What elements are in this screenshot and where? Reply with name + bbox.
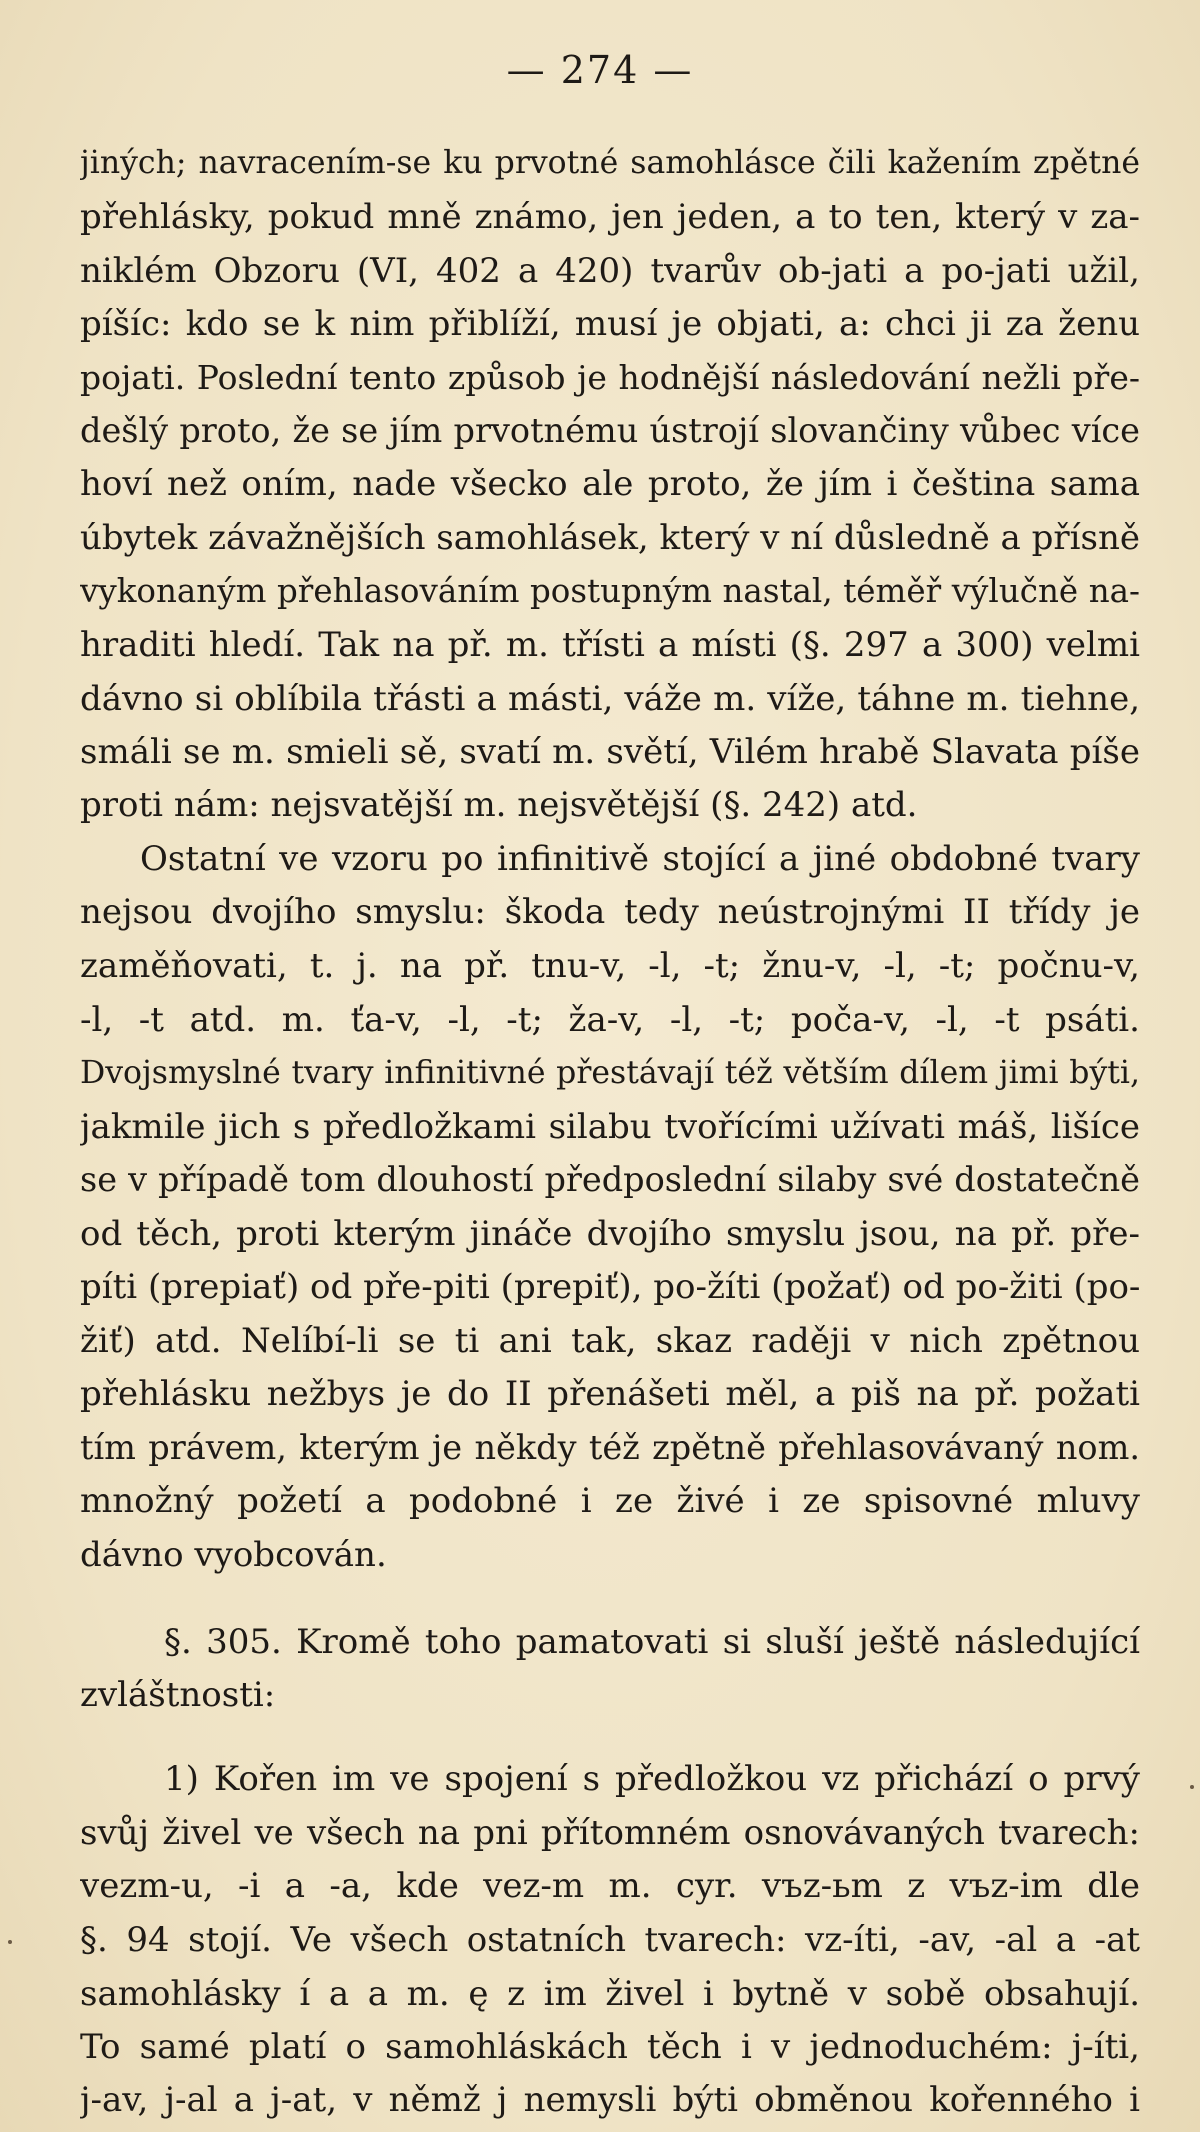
text-line: niklém Obzoru (VI, 402 a 420) tvarův ob-jati a po-jati užil, <box>80 251 1140 291</box>
text-line: j-av, j-al a j-at, v němž j nemysli býti obměnou kořenného i <box>80 2080 1140 2120</box>
text-line: -l, -t atd. m. ťa-v, -l, -t; ža-v, -l, -t; poča-v, -l, -t psáti. <box>80 1000 1140 1040</box>
text-line: smáli se m. smieli sě, svatí m. světí, Vilém hrabě Slavata píše <box>80 732 1140 772</box>
text-line: pojati. Poslední tento způsob je hodnější následování nežli pře- <box>80 358 1140 397</box>
text-line: jiných; navracením-se ku prvotné samohlásce čili kažením zpětné <box>80 145 1140 181</box>
text-line: proti nám: nejsvatější m. nejsvětější (§. 242) atd. <box>80 785 918 825</box>
text-line: To samé platí o samohláskách těch i v jednoduchém: j-íti, <box>80 2027 1140 2067</box>
text-line: vykonaným přehlasováním postupným nastal, téměř výlučně na- <box>80 572 1140 610</box>
text-line: hraditi hledí. Tak na př. m. třísti a místi (§. 297 a 300) velmi <box>80 625 1140 665</box>
text-line: nejsou dvojího smyslu: škoda tedy neústrojnými II třídy je <box>80 892 1140 932</box>
text-line: §. 94 stojí. Ve všech ostatních tvarech: vz-íti, -av, -al a -at <box>80 1920 1140 1960</box>
text-line: jakmile jich s předložkami silabu tvořícími užívati máš, lišíce <box>80 1107 1140 1147</box>
text-line: úbytek závažnějších samohlásek, který v ní důsledně a přísně <box>80 518 1140 558</box>
section-heading-line: §. 305. Kromě toho pamatovati si sluší ještě následující <box>164 1622 1140 1662</box>
text-line: Dvojsmyslné tvary infinitivné přestávají též větším dílem jimi býti, <box>80 1055 1140 1091</box>
text-line: od těch, proti kterým jináče dvojího smyslu jsou, na př. pře- <box>80 1214 1140 1254</box>
text-line: zaměňovati, t. j. na př. tnu-v, -l, -t; žnu-v, -l, -t; počnu-v, <box>80 946 1140 986</box>
text-line: se v případě tom dlouhostí předposlední silaby své dostatečně <box>80 1160 1140 1199</box>
text-line: přehlásky, pokud mně známo, jen jeden, a to ten, který v za- <box>80 197 1140 237</box>
text-line: vezm-u, -i a -a, kde vez-m m. cyr. vъz-ьm z vъz-im dle <box>80 1866 1140 1906</box>
text-line: samohlásky í a a m. ę z im živel i bytně v sobě obsahují. <box>80 1974 1140 2014</box>
text-line: zvláštnosti: <box>80 1675 276 1715</box>
text-line: Ostatní ve vzoru po infinitivě stojící a jiné obdobné tvary <box>140 839 1140 879</box>
text-line: 1) Kořen im ve spojení s předložkou vz přichází o prvý <box>164 1759 1140 1799</box>
text-line: žiť) atd. Nelíbí-li se ti ani tak, skaz raději v nich zpětnou <box>80 1321 1140 1361</box>
page-number: — 274 — <box>506 48 694 92</box>
text-line: tím právem, kterým je někdy též zpětně přehlasovávaný nom. <box>80 1428 1140 1467</box>
text-line: svůj živel ve všech na pni přítomném osnovávaných tvarech: <box>80 1813 1140 1853</box>
text-line: množný požetí a podobné i ze živé i ze spisovné mluvy <box>80 1481 1140 1521</box>
text-line: píšíc: kdo se k nim přiblíží, musí je objati, a: chci ji za ženu <box>80 304 1140 344</box>
text-line: dešlý proto, že se jím prvotnému ústrojí slovančiny vůbec více <box>80 411 1140 450</box>
text-line: píti (prepiať) od pře-piti (prepiť), po-žíti (požať) od po-žiti (po- <box>80 1267 1140 1307</box>
scan-speck <box>8 1940 12 1944</box>
scan-speck <box>1190 1785 1194 1789</box>
text-line: hoví než oním, nade všecko ale proto, že jím i čeština sama <box>80 464 1140 504</box>
text-line: přehlásku nežbys je do II přenášeti měl, a piš na př. požati <box>80 1374 1140 1414</box>
text-line: dávno vyobcován. <box>80 1535 387 1575</box>
text-line: dávno si oblíbila třásti a másti, váže m. víže, táhne m. tiehne, <box>80 679 1140 719</box>
